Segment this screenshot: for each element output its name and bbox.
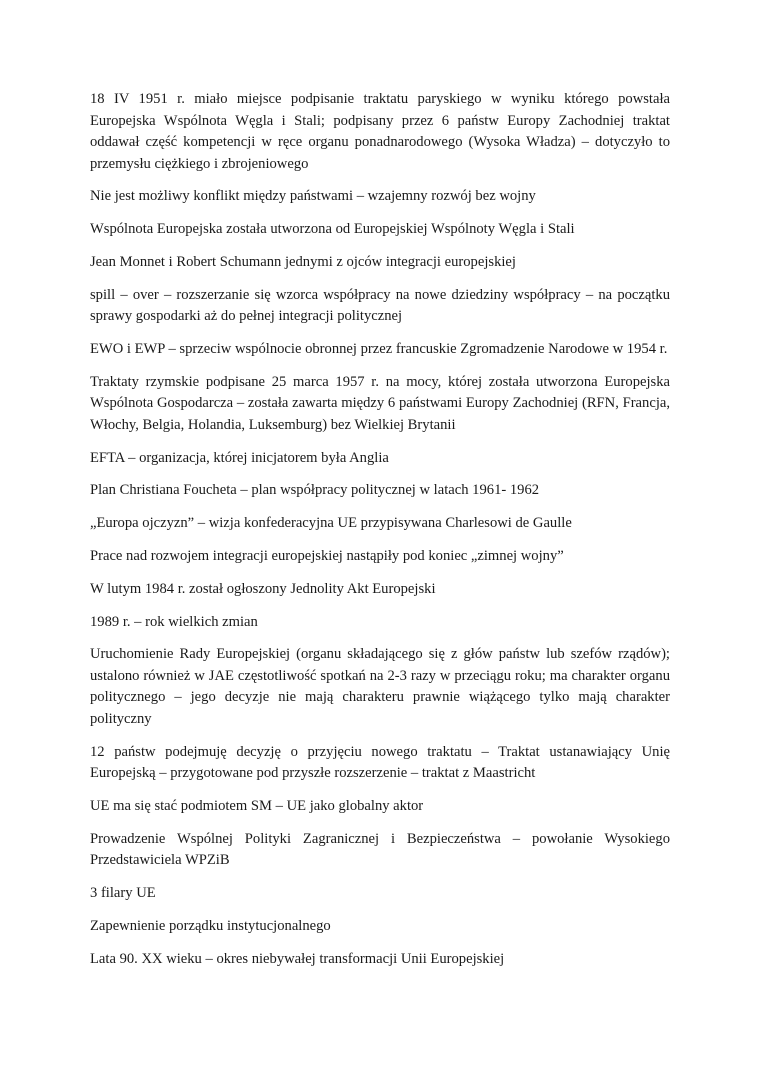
- paragraph-maastricht: 12 państw podejmuję decyzję o przyjęciu nowego traktatu – Traktat ustanawiający Unię Europejską – przygotowane pod przyszłe rozszerzenie – traktat z Maastricht: [90, 743, 670, 782]
- paragraph-ewo-ewp: EWO i EWP – sprzeciw wspólnocie obronnej przez francuskie Zgromadzenie Narodowe w 1954 r.: [90, 340, 668, 357]
- document-body: [90, 89, 670, 981]
- paragraph-cfsp: Prowadzenie Wspólnej Polityki Zagranicznej i Bezpieczeństwa – powołanie Wysokiego Przedstawiciela WPZiB: [90, 830, 670, 869]
- paragraph-spill-over: spill – over – rozszerzanie się wzorca współpracy na nowe dziedziny współpracy – na początku sprawy gospodarki aż do pełnej integracji politycznej: [90, 286, 670, 325]
- paragraph-1990s: Lata 90. XX wieku – okres niebywałej transformacji Unii Europejskiej: [90, 950, 505, 967]
- paragraph-efta: EFTA – organizacja, której inicjatorem była Anglia: [90, 449, 389, 466]
- paragraph-fouchet-plan: Plan Christiana Foucheta – plan współpracy politycznej w latach 1961- 1962: [90, 482, 540, 499]
- paragraph-treaty-paris: 18 IV 1951 r. miało miejsce podpisanie traktatu paryskiego w wyniku którego powstała Europejska Wspólnota Węgla i Stali; podpisany przez 6 państw Europy Zachodniej traktat oddawał część kompetencji w ręce organu ponadnarodowego (Wysoka Władza) – dotyczyło to przemysłu ciężkiego i zbrojeniowego: [90, 91, 670, 172]
- paragraph-europe-of-nations: „Europa ojczyzn” – wizja konfederacyjna UE przypisywana Charlesowi de Gaulle: [90, 515, 572, 532]
- paragraph-single-european-act: W lutym 1984 r. został ogłoszony Jednolity Akt Europejski: [90, 580, 436, 597]
- paragraph-three-pillars: 3 filary UE: [90, 885, 156, 902]
- paragraph-cold-war: Prace nad rozwojem integracji europejskiej nastąpiły pod koniec „zimnej wojny”: [90, 547, 564, 564]
- paragraph-institutional-order: Zapewnienie porządku instytucjonalnego: [90, 917, 331, 934]
- paragraph-no-conflict: Nie jest możliwy konflikt między państwami – wzajemny rozwój bez wojny: [90, 188, 536, 205]
- paragraph-founding-fathers: Jean Monnet i Robert Schumann jednymi z ojców integracji europejskiej: [90, 253, 516, 270]
- paragraph-1989: 1989 r. – rok wielkich zmian: [90, 613, 258, 630]
- paragraph-treaties-rome: Traktaty rzymskie podpisane 25 marca 1957 r. na mocy, której została utworzona Europejska Wspólnota Gospodarcza – została zawarta między 6 państwami Europy Zachodniej (RFN, Francja, Włochy, Belgia, Holandia, Luksemburg) bez Wielkiej Brytanii: [90, 373, 670, 433]
- paragraph-european-council: Uruchomienie Rady Europejskiej (organu składającego się z głów państw lub szefów rządów); ustalono również w JAE częstotliwość spotkań na 2-3 razy w przeciągu roku; ma charakter organu politycznego – jego decyzje nie mają charakteru prawnie wiążącego tylko mają charakter polityczny: [90, 646, 670, 727]
- paragraph-global-actor: UE ma się stać podmiotem SM – UE jako globalny aktor: [90, 797, 424, 814]
- paragraph-european-community: Wspólnota Europejska została utworzona od Europejskiej Wspólnoty Węgla i Stali: [90, 221, 575, 238]
